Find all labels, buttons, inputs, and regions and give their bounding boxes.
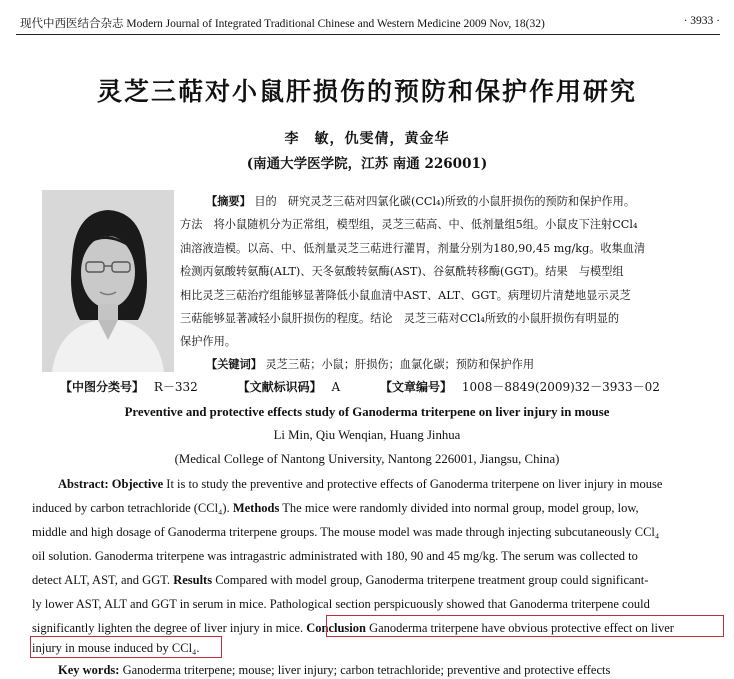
author-photo: [42, 190, 174, 372]
doc-code-value: A: [331, 380, 341, 394]
cn-abstract-label: 【摘要】: [206, 194, 251, 208]
cn-abstract-line-5: 相比灵芝三萜治疗组能够显著降低小鼠血清中AST、ALT、GGT。病理切片清楚地显示灵芝: [180, 289, 631, 302]
methods-label: Methods: [232, 501, 280, 515]
en-text: induced by carbon tetrachloride (CCl₄).: [32, 501, 233, 515]
paper-title-en: Preventive and protective effects study of Ganoderma triterpene on liver injury in mouse: [124, 405, 610, 419]
cn-abstract-line-6: 三萜能够显著减轻小鼠肝损伤的程度。结论 灵芝三萜对CCl₄所致的小鼠肝损伤有明显的: [180, 312, 620, 325]
cn-abstract-line-2: 方法 将小鼠随机分为正常组，模型组，灵芝三萜高、中、低剂量组5组。小鼠皮下注射CCl₄: [180, 218, 638, 231]
en-abstract-line-5: [32, 573, 648, 588]
clc-label: 【中图分类号】: [60, 380, 145, 394]
en-abstract-line-6: ly lower AST, ALT and GGT in serum in mice. Pathological section perspicuously showed that Ganoderma triterpene could: [32, 597, 650, 611]
cn-abstract-text: 目的 研究灵芝三萜对四氯化碳(CCl₄)所致的小鼠肝损伤的预防和保护作用。: [254, 195, 636, 208]
affiliation-cn: (南通大学医学院，江苏 南通 226001): [246, 156, 488, 172]
objective-label: Abstract: Objective: [58, 477, 164, 491]
running-header: [20, 9, 720, 33]
keywords-label: Key words:: [58, 663, 120, 677]
authors-cn: 李 敏，仇雯倩，黄金华: [284, 131, 450, 147]
methods-text: The mice were randomly divided into normal group, model group, low,: [279, 501, 639, 515]
clc-value: R－332: [153, 380, 198, 394]
article-no-label: 【文章编号】: [379, 380, 452, 394]
cn-abstract-line-4: 检测丙氨酸转氨酶(ALT)、天冬氨酸转氨酶(AST)、谷氨酰转移酶(GGT)。结果 与模型组: [180, 265, 624, 278]
conclusion-label: Conclusion: [306, 621, 366, 635]
authors-en: Li Min, Qiu Wenqian, Huang Jinhua: [273, 428, 461, 442]
journal-name: 现代中西医结合杂志 Modern Journal of Integrated Traditional Chinese and Western Medicine 2009 Nov, 18(32): [20, 18, 545, 30]
page-number: · 3933 ·: [683, 15, 720, 27]
cn-abstract-line-7: 保护作用。: [180, 335, 236, 348]
cn-keywords-label: 【关键词】: [206, 357, 262, 371]
results-label: Results: [173, 573, 213, 587]
conclusion-highlight-box: [326, 615, 724, 637]
paper-title-cn: 灵芝三萜对小鼠肝损伤的预防和保护作用研究: [96, 77, 637, 106]
classification-line: [60, 378, 666, 395]
en-abstract-line-3: middle and high dosage of Ganoderma triterpene groups. The mouse model was made through injecting subcutaneously CCl₄: [32, 525, 660, 539]
keywords-text: Ganoderma triterpene; mouse; liver injury; carbon tetrachloride; preventive and protective effects: [119, 663, 611, 677]
en-abstract-line-8: injury in mouse induced by CCl₄.: [32, 641, 200, 655]
results-text: Compared with model group, Ganoderma triterpene treatment group could significant-: [212, 573, 649, 587]
cn-keywords: [206, 356, 534, 372]
objective-text: It is to study the preventive and protective effects of Ganoderma triterpene on liver injury in mouse: [163, 477, 663, 491]
en-abstract-line-2: [32, 501, 639, 516]
en-abstract-line-4: oil solution. Ganoderma triterpene was intragastric administrated with 180, 90 and 45 mg/kg. The serum was collected to: [32, 549, 638, 563]
cn-abstract-line-3: 油溶液造模。以高、中、低剂量灵芝三萜进行灌胃，剂量分别为180,90,45 mg/kg。收集血清: [180, 242, 646, 255]
article-no-value: 1008－8849(2009)32－3933－02: [461, 380, 660, 394]
en-keywords: [58, 663, 610, 678]
affiliation-en: (Medical College of Nantong University, Nantong 226001, Jiangsu, China): [174, 452, 560, 466]
cn-keywords-text: 灵芝三萜；小鼠；肝损伤；血氯化碳；预防和保护作用: [265, 358, 535, 371]
conclusion-text: Ganoderma triterpene have obvious protective effect on liver: [365, 621, 674, 635]
en-text: significantly lighten the degree of liver injury in mice.: [32, 621, 307, 635]
en-abstract-line-1: [58, 477, 662, 492]
doc-code-label: 【文献标识码】: [237, 380, 322, 394]
en-text: detect ALT, AST, and GGT.: [32, 573, 174, 587]
conclusion-highlight-box-cont: [30, 636, 222, 658]
cn-abstract-line-1: [206, 193, 635, 209]
header-rule: [16, 34, 720, 35]
